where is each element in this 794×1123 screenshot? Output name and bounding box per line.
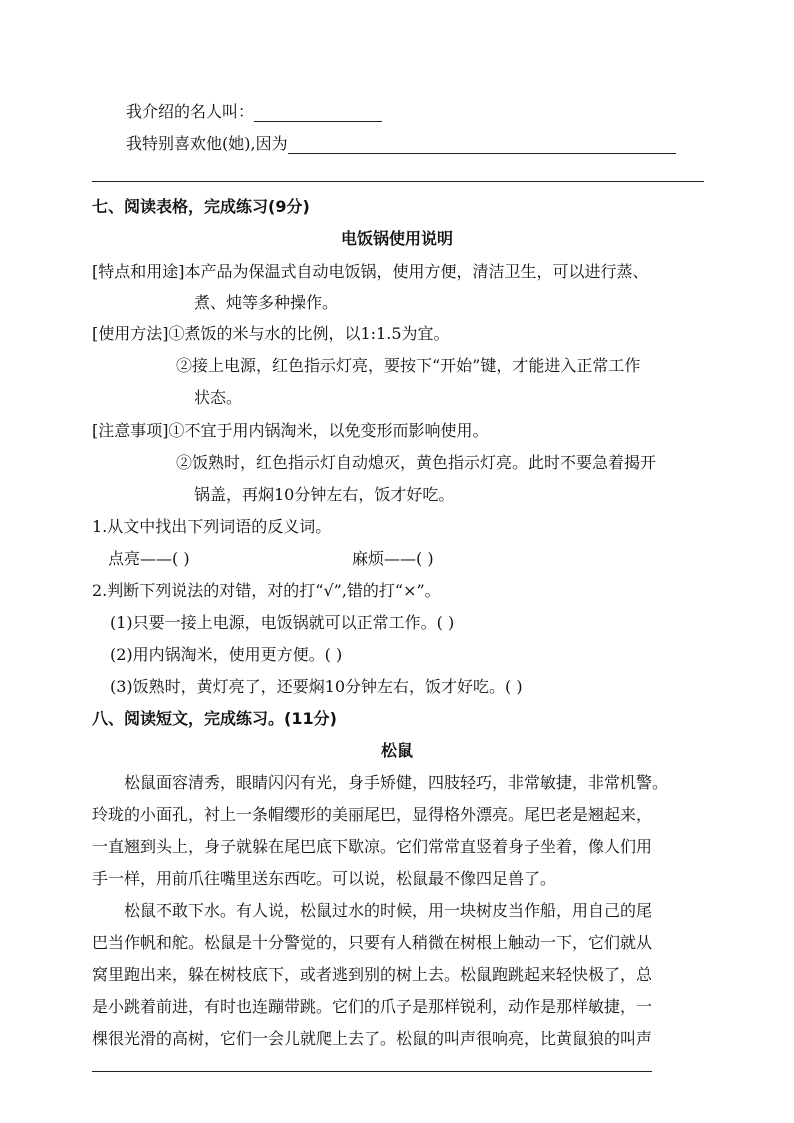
para2-line-4: 是小跳着前进，有时也连蹦带跳。它们的爪子是那样锐利，动作是那样敏捷，一: [92, 997, 653, 1016]
reason-prompt: 我特别喜欢他(她),因为: [126, 134, 288, 153]
section8-title: 松鼠: [380, 741, 413, 760]
notes-line-1: [注意事项]①不宜于用内锅淘米，以免变形而影响使用。: [92, 421, 489, 440]
notes-line-2: ②饭熟时，红色指示灯自动熄灭，黄色指示灯亮。此时不要急着揭开: [176, 453, 657, 472]
usage-line-3: 状态。: [194, 388, 243, 407]
divider-top: [92, 181, 704, 182]
para1-line-4: 手一样，用前爪往嘴里送东西吃。可以说，松鼠最不像四足兽了。: [92, 869, 557, 888]
section8-heading: 八、阅读短文，完成练习。(11分): [92, 709, 337, 728]
para2-line-5: 棵很光滑的高树，它们一会儿就爬上去了。松鼠的叫声很响亮，比黄鼠狼的叫声: [92, 1029, 653, 1048]
features-line-2: 煮、炖等多种操作。: [194, 293, 339, 312]
question-2-3: (3)饭熟时，黄灯亮了，还要焖10分钟左右，饭才好吃。( ): [110, 677, 523, 696]
notes-line-3: 锅盖，再焖10分钟左右，饭才好吃。: [194, 485, 455, 504]
reason-prompt-line: [126, 134, 676, 154]
name-prompt: 我介绍的名人叫：: [126, 102, 255, 121]
question-1-b: 麻烦——( ): [352, 549, 434, 568]
question-1-a: 点亮——( ): [108, 549, 190, 568]
usage-line-1: [使用方法]①煮饭的米与水的比例，以1:1.5为宜。: [92, 324, 450, 343]
section7-heading: 七、阅读表格，完成练习(9分): [92, 197, 310, 216]
para2-line-1: 松鼠不敢下水。有人说，松鼠过水的时候，用一块树皮当作船，用自己的尾: [124, 901, 653, 920]
question-2: 2.判断下列说法的对错，对的打“√”,错的打“×”。: [92, 581, 441, 600]
usage-line-2: ②接上电源，红色指示灯亮，要按下“开始”键，才能进入正常工作: [176, 356, 641, 375]
section7-title: 电饭锅使用说明: [340, 229, 453, 248]
divider-bottom: [92, 1071, 652, 1072]
para1-line-1: 松鼠面容清秀，眼睛闪闪有光，身手矫健，四肢轻巧，非常敏捷，非常机警。: [124, 773, 669, 792]
question-2-1: (1)只要一接上电源，电饭锅就可以正常工作。( ): [110, 613, 455, 632]
reason-blank[interactable]: [288, 139, 676, 154]
features-line-1: [特点和用途]本产品为保温式自动电饭锅，使用方便，清洁卫生，可以进行蒸、: [92, 262, 649, 281]
para1-line-3: 一直翘到头上，身子就躲在尾巴底下歇凉。它们常常直竖着身子坐着，像人们用: [92, 837, 653, 856]
para1-line-2: 玲珑的小面孔，衬上一条帽缨形的美丽尾巴，显得格外漂亮。尾巴老是翘起来，: [92, 805, 653, 824]
question-2-2: (2)用内锅淘米，使用更方便。( ): [110, 645, 343, 664]
para2-line-3: 窝里跑出来，躲在树枝底下，或者逃到别的树上去。松鼠跑跳起来轻快极了，总: [92, 965, 653, 984]
name-prompt-line: [126, 102, 382, 122]
name-blank[interactable]: [254, 107, 382, 122]
para2-line-2: 巴当作帆和舵。松鼠是十分警觉的，只要有人稍微在树根上触动一下，它们就从: [92, 933, 653, 952]
question-1: 1.从文中找出下列词语的反义词。: [92, 517, 332, 536]
